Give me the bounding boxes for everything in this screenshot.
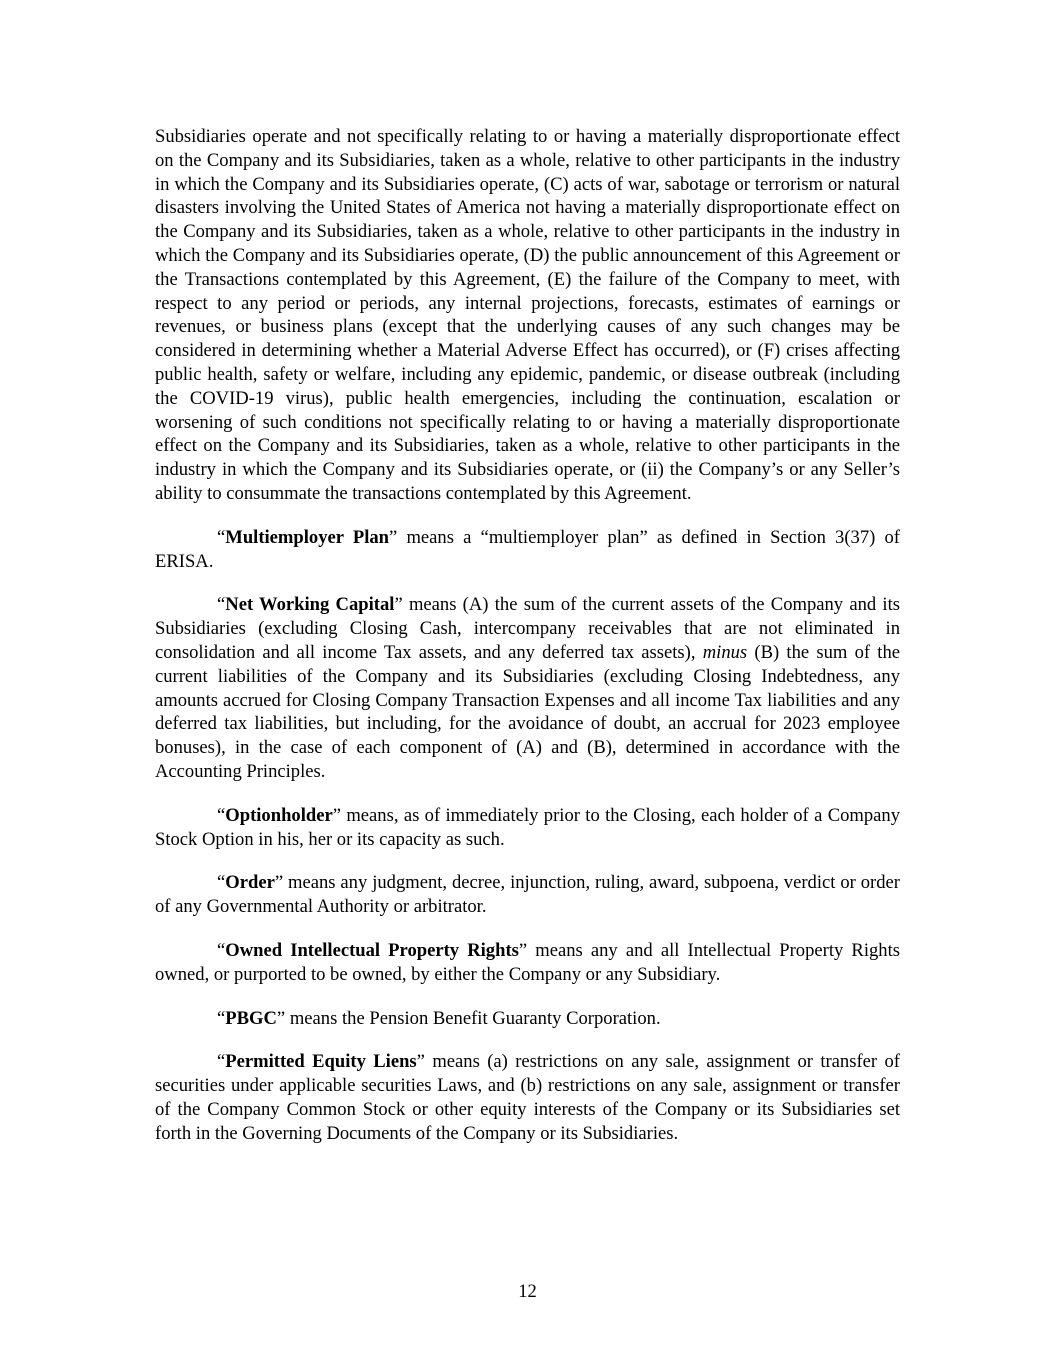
page-number: 12 [518,1281,537,1302]
italic-term: minus [702,641,748,663]
definition-text: means the Pension Benefit Guaranty Corporation. [285,1007,661,1029]
open-quote: “ [217,804,226,826]
definition-text: means any and all Intellectual Property Rights owned, or purported to be owned, by either the Company or any Subsidiary. [155,939,900,985]
close-quote: ” [416,1051,425,1073]
definition-order [155,871,900,919]
close-quote: ” [389,526,398,548]
close-quote: ” [332,804,341,826]
definition-text: means any judgment, decree, injunction, ruling, award, subpoena, verdict or order of any Governmental Authority or arbitrator. [155,872,900,918]
defined-term: Optionholder [225,804,333,826]
definition-multiemployer-plan [155,526,900,574]
open-quote: “ [217,872,226,894]
definition-pbgc [155,1007,900,1031]
open-quote: “ [217,526,226,548]
defined-term: Order [225,872,275,894]
close-quote: ” [518,939,528,961]
defined-term: PBGC [225,1007,277,1029]
definition-owned-ip-rights [155,939,900,987]
definition-text: means (A) the sum of the current assets of the Company and its Subsidiaries (excluding Closing Cash, intercompany receivables that are not eliminated in consolidation and all income Tax assets, and any deferred tax assets), [155,594,900,663]
close-quote: ” [394,594,403,616]
open-quote: “ [217,1007,226,1029]
definition-text-continued: (B) the sum of the current liabilities of the Company and its Subsidiaries (excluding Closing Indebtedness, any amounts accrued for Closing Company Transaction Expenses and all income Tax liabilities and any deferred tax liabilities, but including, for the avoidance of doubt, an accrual for 2023 employee bonuses), in the case of each component of (A) and (B), determined in accordance with the Accounting Principles. [155,641,900,782]
definition-net-working-capital [155,593,900,783]
defined-term: Permitted Equity Liens [225,1051,417,1073]
defined-term: Owned Intellectual Property Rights [225,939,519,961]
definition-permitted-equity-liens [155,1050,900,1145]
defined-term: Net Working Capital [225,594,395,616]
open-quote: “ [217,1051,226,1073]
open-quote: “ [217,594,226,616]
definition-text: means a “multiemployer plan” as defined in Section 3(37) of ERISA. [155,526,900,572]
close-quote: ” [274,872,284,894]
document-body [155,125,900,1145]
close-quote: ” [276,1007,286,1029]
definition-optionholder [155,804,900,852]
definition-text: means (a) restrictions on any sale, assignment or transfer of securities under applicable securities Laws, and (b) restrictions on any sale, assignment or transfer of the Company Common Stock or other equity interests of the Company or its Subsidiaries set forth in the Governing Documents of the Company or its Subsidiaries. [155,1051,900,1144]
open-quote: “ [217,939,226,961]
continuation-paragraph: Subsidiaries operate and not specifically relating to or having a materially disproportionate effect on the Company and its Subsidiaries, taken as a whole, relative to other participants in the industry in which the Company and its Subsidiaries operate, (C) acts of war, sabotage or terrorism or natural disasters involving the United States of America not having a materially disproportionate effect on the Company and its Subsidiaries, taken as a whole, relative to other participants in the industry in which the Company and its Subsidiaries operate, (D) the public announcement of this Agreement or the Transactions contemplated by this Agreement, (E) the failure of the Company to meet, with respect to any period or periods, any internal projections, forecasts, estimates of earnings or revenues, or business plans (except that the underlying causes of any such changes may be considered in determining whether a Material Adverse Effect has occurred), or (F) crises affecting public health, safety or welfare, including any epidemic, pandemic, or disease outbreak (including the COVID-19 virus), public health emergencies, including the continuation, escalation or worsening of such conditions not specifically relating to or having a materially disproportionate effect on the Company and its Subsidiaries, taken as a whole, relative to other participants in the industry in which the Company and its Subsidiaries operate, or (ii) the Company’s or any Seller’s ability to consummate the transactions contemplated by this Agreement. [155,126,900,504]
defined-term: Multiemployer Plan [225,526,390,548]
definition-text: means, as of immediately prior to the Closing, each holder of a Company Stock Option in his, her or its capacity as such. [155,804,900,850]
